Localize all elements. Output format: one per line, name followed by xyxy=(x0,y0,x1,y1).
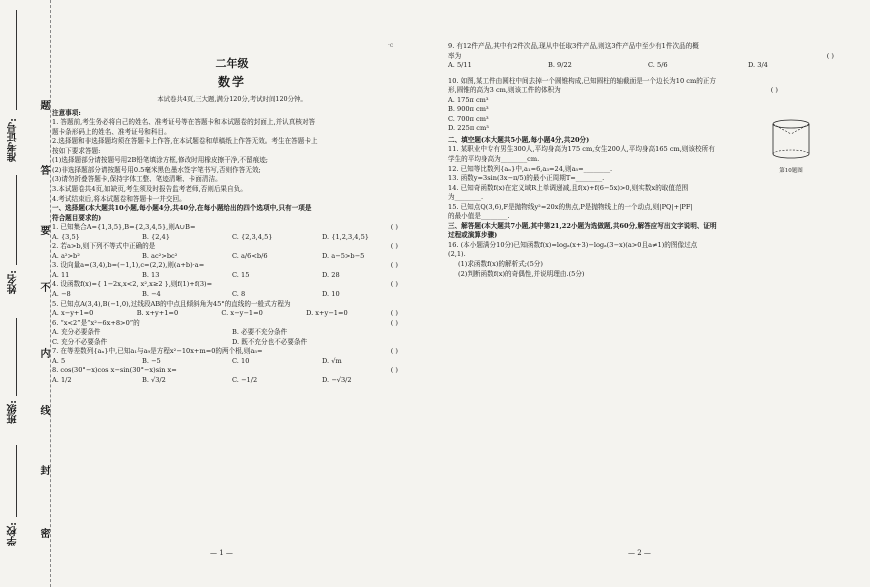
option-b: B. x+y+1=0 xyxy=(136,309,179,318)
question-stem-cont: 率为 xyxy=(448,51,462,60)
option-a: A. −8 xyxy=(52,290,71,298)
corner-mark: ·c xyxy=(388,42,394,49)
notes-line: 题卡条形码上的姓名、准考证号和科目。 xyxy=(52,127,171,136)
question-13: 13. 函数y=3sin(3x−π/5)的最小正周期T=________. xyxy=(448,174,605,183)
binding-margin xyxy=(0,0,51,587)
question-text-cont: (2,1). xyxy=(448,250,466,259)
option-b: B. 9/22 xyxy=(548,61,572,70)
section3-title: 三、解答题(本大题共7小题,其中第21,22小题为选做题,共60分,解答应写出文字说明、证明 xyxy=(448,221,717,230)
name-label: 姓名: xyxy=(8,270,19,294)
question-text-cont: 为________. xyxy=(448,193,484,202)
option-c: C. 充分不必要条件 xyxy=(52,337,108,346)
answer-bracket: ( ) xyxy=(770,86,778,95)
school-line xyxy=(16,445,17,517)
notes-line: (3)请勿折叠答题卡,保持字体工整、笔迹清晰、卡面清洁。 xyxy=(52,175,222,184)
answer-bracket: ( ) xyxy=(390,261,398,270)
option-b: B. ac²>bc² xyxy=(142,251,178,260)
option-d: D. −√3/2 xyxy=(322,375,352,384)
option-c: C. 15 xyxy=(232,270,250,279)
class-label: 班级: xyxy=(8,400,19,424)
option-a: A. 充分必要条件 xyxy=(52,328,101,337)
seal-char: 题 xyxy=(38,100,49,110)
option-d: D. √m xyxy=(322,356,342,365)
question-stem: 3. 设向量a=(3,4),b=(−1,1),c=(2,2),则(a+b)·a= xyxy=(52,261,205,270)
option-c: C. 5/6 xyxy=(648,61,668,70)
option-a: A. 11 xyxy=(52,270,70,279)
option-c: C. 10 xyxy=(232,356,250,365)
question-7 xyxy=(52,347,412,366)
question-3 xyxy=(52,261,412,280)
seal-char: 不 xyxy=(38,282,49,292)
question-stem: 10. 如图,某工件由圆柱中间去掉一个圆锥构成,已知圆柱的轴截面是一个边长为10 cm的正方 xyxy=(448,76,716,85)
section1-title: 一、选择题(本大题共10小题,每小题4分,共40分,在每小题给出的四个选项中,只有一项是 xyxy=(52,204,312,213)
option-a: A. 5 xyxy=(52,356,66,365)
question-9 xyxy=(448,42,848,71)
question-text: 15. 已知点Q(3,6),F是抛物线y²=20x的焦点,P是抛物线上的一个动点,则|PQ|+|PF| xyxy=(448,202,693,211)
question-14 xyxy=(448,184,848,203)
figure-caption: 第10题图 xyxy=(779,168,803,174)
option-d: D. 3/4 xyxy=(748,61,768,70)
answer-bracket: ( ) xyxy=(826,51,834,60)
option-c: C. x−y−1=0 xyxy=(221,309,263,318)
left-column xyxy=(52,0,412,587)
notes-line: 4.考试结束后,将本试题卷和答题卡一并交回。 xyxy=(52,194,186,203)
question-15 xyxy=(448,203,848,222)
option-d: D. 既不充分也不必要条件 xyxy=(232,337,308,346)
option-d: D. 10 xyxy=(322,290,340,298)
school-label: 学校: xyxy=(8,522,19,546)
notes-line: (1)选择题部分请按题号用2B铅笔填涂方框,修改时用橡皮擦干净,不留痕迹; xyxy=(52,156,269,165)
question-8 xyxy=(52,366,412,385)
q10-figure xyxy=(768,118,814,174)
answer-bracket: ( ) xyxy=(390,309,398,318)
question-stem: 8. cos(30°−x)cos x−sin(30°−x)sin x= xyxy=(52,366,177,375)
sub-question: (1)求函数f(x)的解析式;(5分) xyxy=(458,260,543,269)
answer-bracket: ( ) xyxy=(390,366,398,375)
section3-title-cont: 过程或演算步骤) xyxy=(448,231,498,240)
question-stem: 4. 设函数f(x)={ 1−2x,x<2, x²,x≥2 },则f(1)+f(3)= xyxy=(52,280,213,289)
question-text: 11. 某职业中专有男生300人,平均身高为175 cm,女生200人,平均身高165 cm,则该校所有 xyxy=(448,145,715,154)
option-a: A. {3,5} xyxy=(52,232,80,241)
option-b: B. 13 xyxy=(142,270,160,279)
seal-char: 线 xyxy=(38,405,49,415)
option-d: D. 28 xyxy=(322,270,340,279)
seal-char: 内 xyxy=(38,348,49,358)
sub-question: (2)判断函数f(x)的奇偶性,并说明理由.(5分) xyxy=(458,269,585,278)
option-c: C. 8 xyxy=(232,290,246,298)
notes-line: 1. 答题前,考生务必将自己的姓名、准考证号等在答题卡和本试题卷的封面上,并认真核对答 xyxy=(52,118,316,127)
seal-char: 要 xyxy=(38,225,49,235)
question-16 xyxy=(448,241,848,279)
question-text-cont: 的最小值是________. xyxy=(448,212,510,221)
question-stem-cont: 形,圆锥的高为3 cm,则该工件的体积为 xyxy=(448,86,561,95)
option-d: D. {1,2,3,4,5} xyxy=(322,232,369,241)
question-text: 16. (本小题满分10分)已知函数f(x)=logₐ(x+3)−logₐ(3−x)(a>0且a≠1)的图像过点 xyxy=(448,240,698,249)
question-text-cont: 学生的平均身高为________cm. xyxy=(448,155,540,164)
question-stem: 5. 已知点A(3,4),B(−1,0),过线段AB的中点且倾斜角为45°的直线的一般式方程为 xyxy=(52,299,291,308)
page-number-left: — 1 — xyxy=(210,549,233,557)
cylinder-cone-figure xyxy=(768,118,814,160)
subject-title: 数学 xyxy=(217,74,246,89)
option-a: A. x−y+1=0 xyxy=(52,309,94,318)
seal-char: 密 xyxy=(38,528,49,538)
page-number-right: — 2 — xyxy=(628,549,651,557)
notes-line: 按如下要求答题: xyxy=(52,146,101,155)
option-b: B. {2,4} xyxy=(142,232,170,241)
option-d: D. 225π cm³ xyxy=(448,124,489,133)
section1-title-cont: 符合题目要求的) xyxy=(52,213,102,222)
answer-bracket: ( ) xyxy=(390,242,398,251)
grade-title: 二年级 xyxy=(215,57,249,70)
exam-id-label: 准考证号: xyxy=(8,118,19,162)
option-b: B. −5 xyxy=(142,356,161,365)
option-a: A. a²>b² xyxy=(52,251,80,260)
exam-info: 本试卷共4页,三大题,满分120分,考试时间120分钟。 xyxy=(157,95,307,104)
question-stem: 7. 在等差数列{aₙ}中,已知a₁与a₉是方程x²−10x+m=0的两个根,则a₅= xyxy=(52,347,263,356)
option-a: A. 1/2 xyxy=(52,375,72,384)
name-line xyxy=(16,175,17,265)
notes-title: 注意事项: xyxy=(52,108,81,117)
class-line xyxy=(16,318,17,396)
option-c: C. a/6<b/6 xyxy=(232,251,268,260)
answer-bracket: ( ) xyxy=(390,223,398,232)
question-text: 14. 已知奇函数f(x)在定义域R上单调递减,且f(x)+f(6−5x)>0,则实数x的取值范围 xyxy=(448,183,689,192)
option-b: B. 必要不充分条件 xyxy=(232,328,288,337)
question-5 xyxy=(52,300,412,319)
option-b: B. 900π cm³ xyxy=(448,105,489,114)
option-b: B. √3/2 xyxy=(142,375,166,384)
question-stem: 2. 若a>b,则下列不等式中正确的是 xyxy=(52,242,156,251)
notes-line: 3.本试题卷共4页,如缺页,考生须及时报告监考老师,否则后果自负。 xyxy=(52,184,247,193)
answer-bracket: ( ) xyxy=(390,347,398,356)
notes-block xyxy=(52,109,412,204)
question-stem: 9. 有12件产品,其中有2件次品,现从中任取3件产品,则这3件产品中至少有1件次品的概 xyxy=(448,42,699,50)
exam-id-line xyxy=(16,10,17,110)
option-b: B. −4 xyxy=(142,290,161,298)
right-column xyxy=(448,0,848,587)
option-c: C. −1/2 xyxy=(232,375,258,384)
option-d: D. x+y−1=0 xyxy=(306,309,348,318)
question-4 xyxy=(52,280,412,299)
seal-char: 封 xyxy=(38,465,49,475)
question-6 xyxy=(52,319,412,348)
question-2 xyxy=(52,242,412,261)
notes-line: 2.选择题和非选择题均须在答题卡上作答,在本试题卷和草稿纸上作答无效。考生在答题卡上 xyxy=(52,137,318,146)
question-stem: 1. 已知集合A={1,3,5},B={2,3,4,5},则A∪B= xyxy=(52,223,196,232)
question-12: 12. 已知等比数列{aₙ}中,a₁=6,a₃=24,则a₅=________. xyxy=(448,164,613,173)
option-a: A. 175π cm³ xyxy=(448,95,489,104)
option-d: D. a−5>b−5 xyxy=(322,251,365,260)
question-stem: 6. “x<2”是“x²−6x+8>0”的 xyxy=(52,318,140,327)
notes-line: (2)非选择题部分请按题号用0.5毫米黑色墨水签字笔书写,否则作答无效; xyxy=(52,165,261,174)
seal-char: 答 xyxy=(38,165,49,175)
option-a: A. 5/11 xyxy=(448,61,472,70)
answer-bracket: ( ) xyxy=(390,280,398,289)
section2-title: 二、填空题(本大题共5小题,每小题4分,共20分) xyxy=(448,135,590,144)
question-1 xyxy=(52,223,412,242)
option-c: C. {2,3,4,5} xyxy=(232,232,273,241)
answer-bracket: ( ) xyxy=(390,318,398,327)
option-c: C. 700π cm³ xyxy=(448,114,489,123)
